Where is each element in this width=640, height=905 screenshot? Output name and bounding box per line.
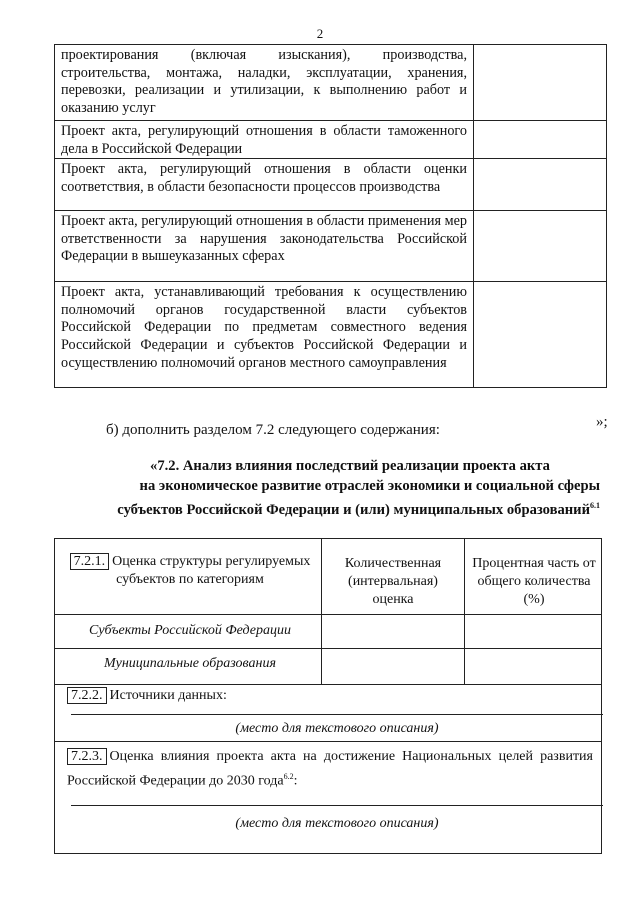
table-cell-text: проектирования (включая изыскания), производства, строительства, монтажа, наладки, эксплуатации, хранения, перевозки, реализации и утилизации, к выполнению работ и оказанию услуг (55, 45, 474, 121)
table-cell-text: Проект акта, регулирующий отношения в области оценки соответствия, в области безопасности процессов производства (55, 159, 474, 211)
percentage-header: Процентная часть от общего количества (%) (472, 556, 596, 607)
divider (55, 614, 601, 615)
section-number-box: 7.2.1. (70, 553, 110, 570)
text-description-placeholder: (место для текстового описания) (235, 721, 439, 736)
impact-assessment-text (67, 747, 593, 792)
table-row (55, 282, 607, 388)
divider (321, 539, 322, 684)
row-label-municipalities: Муниципальные образования (103, 656, 276, 671)
structure-header-text: Оценка структуры регулируемых субъектов по категориям (112, 554, 311, 587)
table-row (55, 121, 607, 159)
section-heading-line2: на экономическое развитие отраслей экономики и социальной сферы (139, 477, 600, 494)
divider (55, 684, 601, 685)
section-number-box: 7.2.2. (67, 687, 107, 704)
table-row (55, 45, 607, 121)
table-cell-empty (474, 121, 607, 159)
analysis-form (54, 538, 602, 854)
impact-assessment-label: Оценка влияния проекта акта на достижение Национальных целей развития Российской Федерации до 2030 года (67, 749, 593, 789)
text-description-placeholder: (место для текстового описания) (235, 816, 439, 831)
footnote-mark: 6.2 (283, 772, 294, 781)
table-cell-text: Проект акта, регулирующий отношения в области таможенного дела в Российской Федерации (55, 121, 474, 159)
text-description-line (71, 714, 603, 715)
table-cell-empty (474, 45, 607, 121)
impact-colon: : (293, 773, 298, 789)
footnote-mark: 6.1 (590, 501, 600, 510)
section-heading-line3 (90, 496, 600, 520)
table-cell-empty (474, 159, 607, 211)
quantitative-header: Количественная (интервальная) оценка (344, 556, 442, 607)
section-number-box: 7.2.3. (67, 748, 107, 765)
divider (464, 539, 465, 684)
table-cell-empty (474, 282, 607, 388)
section-heading (90, 457, 600, 520)
data-sources-label (67, 687, 227, 705)
divider (55, 648, 601, 649)
table-row (55, 159, 607, 211)
section-heading-line3-text: субъектов Российской Федерации и (или) муниципальных образований (117, 501, 590, 518)
regulatory-areas-table (54, 44, 607, 388)
divider (55, 741, 601, 742)
closing-quote-mark: »; (596, 414, 608, 430)
table-row (55, 211, 607, 282)
table-cell-empty (474, 211, 607, 282)
structure-header (65, 553, 315, 589)
row-label-subjects: Субъекты Российской Федерации (89, 623, 291, 638)
table-cell-text: Проект акта, устанавливающий требования к осуществлению полномочий органов государственной власти субъектов Российской Федерации по предметам совместного ведения Российской Федерации и субъектов Российской Федерации и осуществлению полномочий органов местного самоуправления (55, 282, 474, 388)
paragraph-b: б) дополнить разделом 7.2 следующего содержания: (106, 422, 440, 438)
section-heading-line1: «7.2. Анализ влияния последствий реализации проекта акта (150, 458, 550, 474)
page-number: 2 (316, 26, 324, 41)
table-cell-text: Проект акта, регулирующий отношения в области применения мер ответственности за нарушения законодательства Российской Федерации в вышеуказанных сферах (55, 211, 474, 282)
text-description-line (71, 805, 603, 806)
data-sources-text: Источники данных: (109, 688, 227, 703)
